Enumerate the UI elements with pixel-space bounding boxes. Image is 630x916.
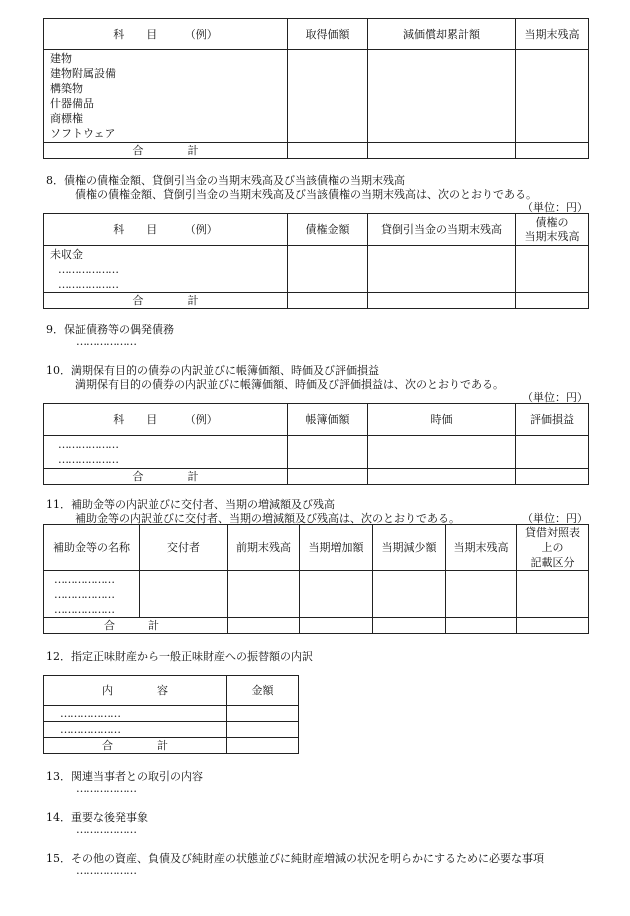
section13-dots: ……………… (76, 782, 136, 795)
section8-text: 債権の債権金額、貸倒引当金の当期末残高及び当該債権の当期末残高は、次のとおりである。 (75, 188, 537, 201)
asset-table (43, 18, 589, 159)
col-header-balance: 債権の 当期末残高 (516, 214, 589, 246)
section15-heading: 15．その他の資産、負債及び純財産の状態並びに純財産増減の状況を明らかにするために必要な事項 (46, 852, 544, 865)
col-header-book-value: 帳簿価額 (288, 404, 368, 436)
list-item: 構築物 (50, 82, 83, 95)
col-header-amount: 金額 (227, 676, 299, 706)
col-header-increase: 当期増加額 (300, 525, 373, 571)
col-header-market-value: 時価 (368, 404, 516, 436)
transfer-table (43, 675, 299, 754)
col-header-depreciation: 減価償却累計額 (368, 19, 516, 50)
total-label: 合 計 (44, 143, 288, 159)
list-item: 建物 (50, 52, 72, 65)
list-item: 未収金 (50, 248, 83, 261)
section11-heading: 11．補助金等の内訳並びに交付者、当期の増減額及び残高 (46, 498, 335, 511)
bonds-table (43, 403, 589, 485)
list-item: ソフトウェア (50, 127, 116, 140)
col-header-subject: 科 目 （例） (44, 214, 288, 246)
col-header-balance: 当期末残高 (446, 525, 517, 571)
list-item: ……………… (44, 706, 227, 722)
col-header-decrease: 当期減少額 (373, 525, 446, 571)
subsidy-table (43, 524, 589, 634)
section8-unit: （単位：円） (522, 201, 588, 214)
receivables-table (43, 213, 589, 309)
col-header-subject: 科 目 （例） (44, 404, 288, 436)
list-item: ……………… (58, 453, 118, 466)
col-header-balance: 当期末残高 (516, 19, 589, 50)
list-item: ……………… (54, 573, 114, 586)
list-item: 什器備品 (50, 97, 94, 110)
col-header-subject: 科 目 （例） (44, 19, 288, 50)
section10-unit: （単位：円） (522, 391, 588, 404)
list-item: ……………… (44, 722, 227, 738)
list-item: 建物附属設備 (50, 67, 116, 80)
receivable-items (44, 246, 288, 293)
section10-text: 満期保有目的の債券の内訳並びに帳簿価額、時価及び評価損益は、次のとおりである。 (75, 378, 504, 391)
section13-heading: 13．関連当事者との取引の内容 (46, 770, 203, 783)
subsidy-items (44, 571, 140, 618)
total-label: 合 計 (44, 469, 288, 485)
asset-items (44, 50, 288, 143)
list-item: ……………… (54, 603, 114, 616)
list-item: ……………… (54, 588, 114, 601)
bond-items (44, 436, 288, 469)
col-header-acquisition: 取得価額 (288, 19, 368, 50)
list-item: ……………… (58, 263, 118, 276)
list-item: ……………… (58, 278, 118, 291)
section14-dots: ……………… (76, 823, 136, 836)
section15-dots: ……………… (76, 864, 136, 877)
section14-heading: 14．重要な後発事象 (46, 811, 148, 824)
col-header-prior-balance: 前期末残高 (228, 525, 300, 571)
section10-heading: 10．満期保有目的の債券の内訳並びに帳簿価額、時価及び評価損益 (46, 364, 379, 377)
col-header-valuation: 評価損益 (516, 404, 589, 436)
section11-unit: （単位：円） (522, 512, 588, 525)
col-header-bs-category: 貸借対照表 上の 記載区分 (517, 525, 589, 571)
section11-text: 補助金等の内訳並びに交付者、当期の増減額及び残高は、次のとおりである。 (75, 512, 460, 525)
col-header-amount: 債権金額 (288, 214, 368, 246)
list-item: ……………… (58, 438, 118, 451)
section8-heading: 8．債権の債権金額、貸倒引当金の当期末残高及び当該債権の当期末残高 (46, 174, 405, 187)
col-header-content: 内 容 (44, 676, 227, 706)
col-header-subsidy-name: 補助金等の名称 (44, 525, 140, 571)
section9-heading: 9．保証債務等の偶発債務 (46, 323, 174, 336)
total-label: 合 計 (44, 618, 228, 634)
total-label: 合 計 (44, 738, 227, 754)
col-header-grantor: 交付者 (140, 525, 228, 571)
col-header-allowance: 貸倒引当金の当期末残高 (368, 214, 516, 246)
total-label: 合 計 (44, 293, 288, 309)
list-item: 商標権 (50, 112, 83, 125)
section12-heading: 12．指定正味財産から一般正味財産への振替額の内訳 (46, 650, 313, 663)
section9-dots: ……………… (76, 335, 136, 348)
